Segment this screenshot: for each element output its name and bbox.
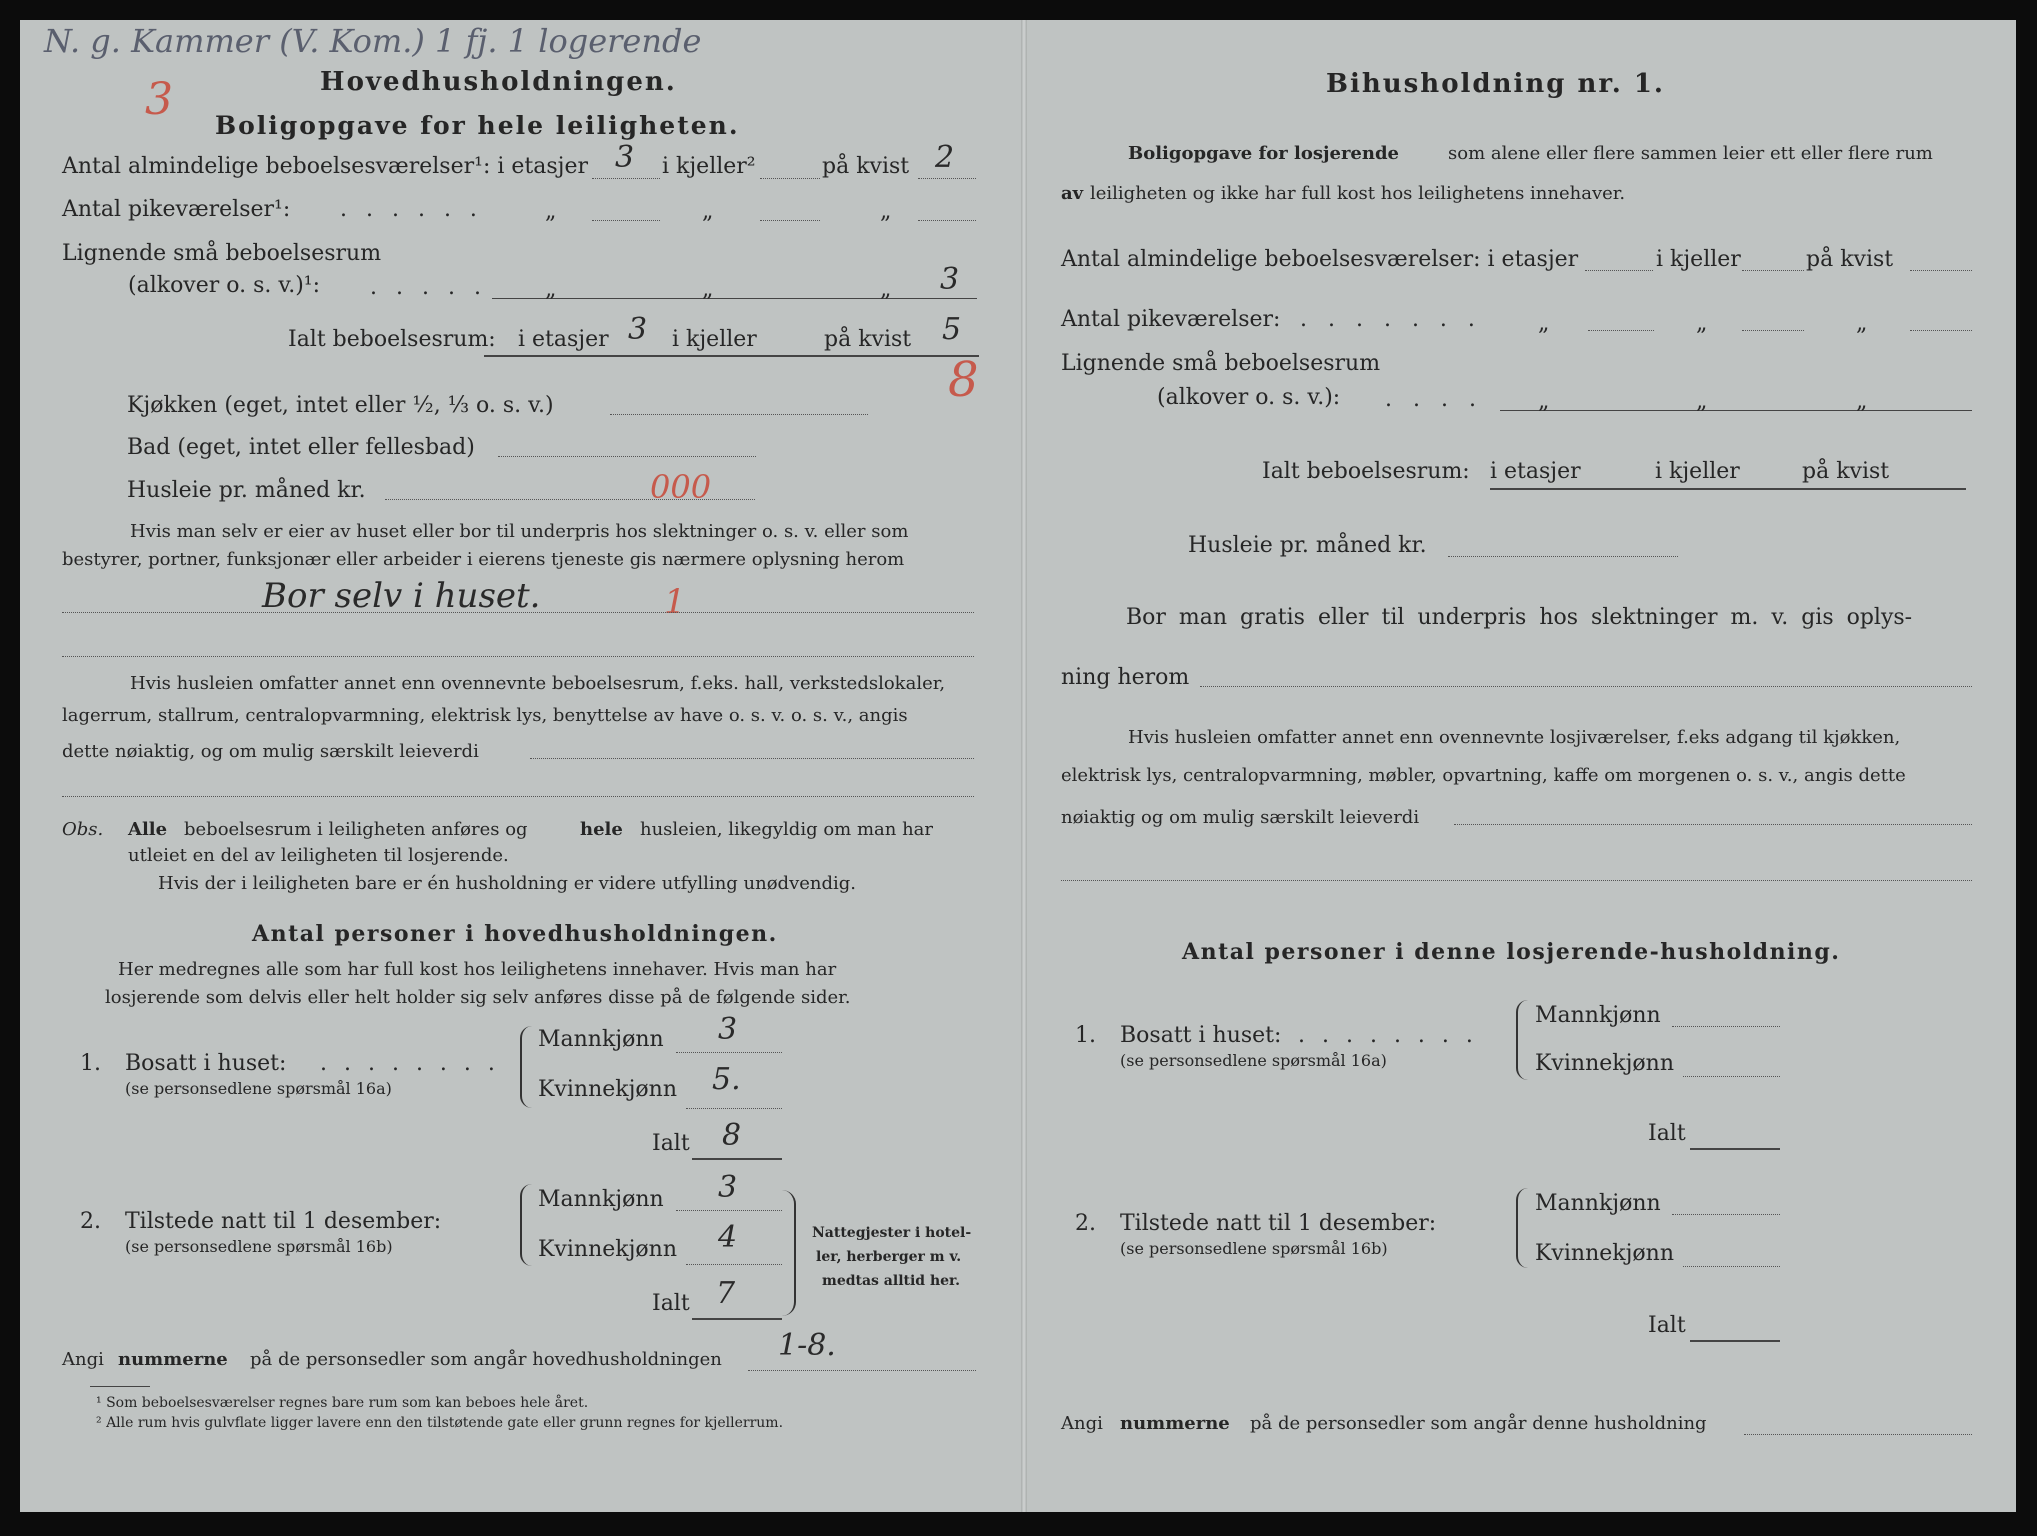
row1-kvist-field[interactable] — [918, 178, 976, 179]
q2-ialt-field[interactable] — [692, 1318, 782, 1320]
right-q2-brace — [1516, 1188, 1528, 1268]
right-q2-mann-label: Mannkjønn — [1535, 1191, 1661, 1216]
angi-label-c: på de personsedler som angår hovedhusholdningen — [250, 1349, 722, 1370]
right-row2-quote-1: „ — [1538, 311, 1550, 336]
q1-kvinne-value: 5. — [712, 1062, 741, 1097]
right-page-title: Bihusholdning nr. 1. — [1326, 69, 1665, 99]
ialt-red-total: 8 — [948, 352, 979, 408]
right-q1-brace — [1516, 1000, 1528, 1080]
right-row3-underline — [1500, 410, 1972, 411]
right-row2-etasjer-field[interactable] — [1588, 330, 1654, 331]
page-title: Hovedhusholdningen. — [320, 67, 677, 97]
q2-mann-label: Mannkjønn — [538, 1187, 664, 1212]
right-q1-mann-field[interactable] — [1672, 1026, 1780, 1027]
personer-title: Antal personer i hovedhusholdningen. — [252, 921, 778, 947]
right-q2-kvinne-label: Kvinnekjønn — [1535, 1241, 1674, 1266]
row1-etasjer-field[interactable] — [592, 178, 660, 179]
row1-etasjer-value: 3 — [615, 140, 635, 175]
q2-mann-field[interactable] — [676, 1210, 782, 1211]
right-q2-number: 2. — [1075, 1211, 1096, 1236]
right-row2-label: Antal pikeværelser: — [1061, 307, 1281, 332]
ialt-etasjer-label: i etasjer — [518, 327, 609, 352]
right-q2-ialt-field[interactable] — [1690, 1340, 1780, 1342]
nattegjester-line-3: medtas alltid her. — [822, 1273, 961, 1289]
q1-mann-value: 3 — [718, 1012, 738, 1047]
right-q2-mann-field[interactable] — [1672, 1214, 1780, 1215]
right-row3-quote-1: „ — [1538, 389, 1550, 414]
eier-field-1[interactable] — [62, 612, 974, 613]
q1-dots: . . . . . . . . — [320, 1051, 500, 1076]
kjokken-label: Kjøkken (eget, intet eller ½, ⅓ o. s. v.) — [127, 393, 554, 418]
footnote-2: ² Alle rum hvis gulvflate ligger lavere enn den tilstøtende gate eller grunn regnes for kjellerrum. — [96, 1415, 784, 1431]
q2-ialt-value: 7 — [716, 1276, 736, 1311]
right-row1-label: Antal almindelige beboelsesværelser: i etasjer — [1061, 247, 1579, 272]
right-intro-bold: Boligopgave for losjerende — [1128, 143, 1400, 164]
right-angi-label-a: Angi — [1061, 1413, 1103, 1434]
obs-alle: Alle — [128, 819, 168, 840]
row2-dots: . . . . . . — [340, 197, 483, 222]
right-ialt-underline — [1490, 488, 1966, 490]
q2-brace-left — [520, 1184, 532, 1266]
right-row1-kvist-field[interactable] — [1910, 270, 1972, 271]
row2-quote-1: „ — [545, 199, 557, 224]
right-intro-2: leiligheten og ikke har full kost hos leilighetens innehaver. — [1090, 183, 1626, 204]
row1-kjeller-label: i kjeller² — [662, 154, 756, 179]
page-subtitle: Boligopgave for hele leiligheten. — [215, 111, 740, 140]
right-row2-kvist-field[interactable] — [1910, 330, 1972, 331]
omfatter-text-1: Hvis husleien omfatter annet enn ovennevnte beboelsesrum, f.eks. hall, verkstedslokaler, — [130, 673, 946, 694]
right-omfatter-field-1[interactable] — [1454, 824, 1972, 825]
q2-ref: (se personsedlene spørsmål 16b) — [125, 1237, 393, 1256]
right-gratis-text-2: ning herom — [1061, 665, 1190, 690]
right-q2-label: Tilstede natt til 1 desember: — [1120, 1211, 1437, 1236]
row1-kvist-label: på kvist — [822, 154, 910, 179]
q2-number: 2. — [80, 1209, 101, 1234]
q1-mann-label: Mannkjønn — [538, 1027, 664, 1052]
right-intro-1: som alene eller flere sammen leier ett eller flere rum — [1448, 143, 1933, 164]
right-q1-label: Bosatt i huset: — [1120, 1023, 1282, 1048]
omfatter-text-3: dette nøiaktig, og om mulig særskilt leieverdi — [62, 741, 479, 762]
obs-hele: hele — [580, 819, 623, 840]
nattegjester-line-2: ler, herberger m v. — [816, 1249, 962, 1265]
ialt-kvist-value: 5 — [942, 312, 962, 347]
angi-label-a: Angi — [62, 1349, 104, 1370]
right-row2-quote-2: „ — [1696, 311, 1708, 336]
right-gratis-field[interactable] — [1200, 686, 1972, 687]
obs-text-1d: husleien, likegyldig om man har — [640, 819, 933, 840]
personer-text-2: losjerende som delvis eller helt holder sig selv anføres disse på de følgende sider. — [105, 987, 851, 1008]
row3-kvist-value: 3 — [940, 262, 960, 297]
right-ialt-label: Ialt beboelsesrum: — [1262, 459, 1470, 484]
right-row3-quote-2: „ — [1696, 389, 1708, 414]
q2-ialt-label: Ialt — [652, 1291, 690, 1316]
angi-field[interactable] — [748, 1370, 976, 1371]
angi-value: 1-8. — [778, 1328, 836, 1363]
right-q1-ref: (se personsedlene spørsmål 16a) — [1120, 1051, 1387, 1070]
omfatter-field-1[interactable] — [530, 758, 974, 759]
row3-quote-3: „ — [880, 277, 892, 302]
right-omfatter-text-2: elektrisk lys, centralopvarmning, møbler, opvartning, kaffe om morgenen o. s. v., angis dette — [1061, 765, 1906, 786]
right-angi-field[interactable] — [1744, 1434, 1972, 1435]
row2-quote-2: „ — [702, 199, 714, 224]
right-gratis-text-1: Bor man gratis eller til underpris hos slektninger m. v. gis oplys- — [1126, 605, 1913, 630]
eier-red-mark: 1 — [664, 582, 686, 622]
right-angi-label-nummerne: nummerne — [1120, 1413, 1230, 1434]
right-intro-av: av — [1061, 183, 1084, 204]
right-q1-ialt-label: Ialt — [1648, 1121, 1686, 1146]
q1-ialt-field[interactable] — [692, 1158, 782, 1160]
row2-kjeller-field[interactable] — [760, 220, 820, 221]
row2-quote-3: „ — [880, 199, 892, 224]
right-q1-ialt-field[interactable] — [1690, 1148, 1780, 1150]
row1-kjeller-field[interactable] — [760, 178, 820, 179]
right-husleie-label: Husleie pr. måned kr. — [1188, 533, 1427, 558]
right-omfatter-text-3: nøiaktig og om mulig særskilt leieverdi — [1061, 807, 1420, 828]
right-q1-kvinne-field[interactable] — [1683, 1076, 1780, 1077]
obs-text-2: utleiet en del av leiligheten til losjerende. — [128, 845, 509, 866]
omfatter-field-2[interactable] — [62, 796, 974, 797]
eier-handwritten: Bor selv i huset. — [262, 576, 541, 616]
ialt-row-label: Ialt beboelsesrum: — [288, 327, 496, 352]
q1-kvinne-label: Kvinnekjønn — [538, 1077, 677, 1102]
nattegjester-line-1: Nattegjester i hotel- — [812, 1225, 972, 1241]
right-row1-kjeller-label: i kjeller — [1656, 247, 1741, 272]
right-row3-label-1: Lignende små beboelsesrum — [1061, 351, 1381, 376]
right-q2-kvinne-field[interactable] — [1683, 1266, 1780, 1267]
row3-label-1: Lignende små beboelsesrum — [62, 241, 382, 266]
right-omfatter-field-2[interactable] — [1061, 880, 1972, 881]
row3-quote-2: „ — [702, 277, 714, 302]
row3-label-2: (alkover o. s. v.)¹: — [128, 273, 321, 298]
right-row3-quote-3: „ — [1856, 389, 1868, 414]
eier-text-2: bestyrer, portner, funksjonær eller arbeider i eierens tjeneste gis nærmere oplysning herom — [62, 549, 905, 570]
angi-label-nummerne: nummerne — [118, 1349, 228, 1370]
right-husleie-field[interactable] — [1448, 556, 1678, 557]
q2-mann-value: 3 — [718, 1170, 738, 1205]
omfatter-text-2: lagerrum, stallrum, centralopvarmning, elektrisk lys, benyttelse av have o. s. v. o. s. v., angis — [62, 705, 908, 726]
right-personer-title: Antal personer i denne losjerende-husholdning. — [1182, 939, 1841, 965]
row2-label: Antal pikeværelser¹: — [62, 197, 291, 222]
row3-underline — [492, 298, 977, 299]
right-q2-ialt-label: Ialt — [1648, 1313, 1686, 1338]
handwritten-header: N. g. Kammer (V. Kom.) 1 fj. 1 logerende — [44, 22, 702, 60]
q2-kvinne-label: Kvinnekjønn — [538, 1237, 677, 1262]
row3-quote-1: „ — [545, 277, 557, 302]
eier-field-2[interactable] — [62, 656, 974, 657]
ialt-etasjer-value: 3 — [628, 312, 648, 347]
q1-brace — [520, 1026, 532, 1108]
q1-number: 1. — [80, 1051, 101, 1076]
right-row1-kjeller-field[interactable] — [1742, 270, 1804, 271]
ialt-kvist-label: på kvist — [824, 327, 912, 352]
right-row2-dots: . . . . . . . — [1300, 307, 1482, 332]
right-row2-quote-3: „ — [1856, 311, 1868, 336]
husleie-label: Husleie pr. måned kr. — [127, 478, 366, 503]
q2-kvinne-value: 4 — [718, 1220, 738, 1255]
husleie-value: 000 — [650, 468, 712, 506]
q2-kvinne-field[interactable] — [686, 1264, 782, 1265]
obs-text-1b: beboelsesrum i leiligheten anføres og — [184, 819, 528, 840]
ialt-underline — [484, 355, 979, 357]
obs-text-3: Hvis der i leiligheten bare er én husholdning er videre utfylling unødvendig. — [158, 873, 857, 894]
obs-label: Obs. — [62, 819, 104, 840]
right-row3-dots: . . . . — [1385, 387, 1483, 412]
q1-label: Bosatt i huset: — [125, 1051, 287, 1076]
row1-kvist-value: 2 — [935, 140, 955, 175]
right-omfatter-text-1: Hvis husleien omfatter annet enn ovennevnte losjiværelser, f.eks adgang til kjøkken, — [1128, 727, 1901, 748]
q1-ialt-label: Ialt — [652, 1131, 690, 1156]
right-q1-mann-label: Mannkjønn — [1535, 1003, 1661, 1028]
footnote-rule — [90, 1386, 150, 1387]
ialt-kjeller-label: i kjeller — [672, 327, 757, 352]
right-ialt-kjeller-label: i kjeller — [1655, 459, 1740, 484]
kjokken-field[interactable] — [610, 414, 868, 415]
right-ialt-kvist-label: på kvist — [1802, 459, 1890, 484]
q1-ref: (se personsedlene spørsmål 16a) — [125, 1079, 392, 1098]
footnote-1: ¹ Som beboelsesværelser regnes bare rum som kan beboes hele året. — [96, 1395, 589, 1411]
row1-label: Antal almindelige beboelsesværelser¹: i etasjer — [62, 154, 589, 179]
row3-dots: . . . . . — [370, 275, 487, 300]
q2-label: Tilstede natt til 1 desember: — [125, 1209, 442, 1234]
personer-text-1: Her medregnes alle som har full kost hos leilighetens innehaver. Hvis man har — [118, 959, 837, 980]
bad-label: Bad (eget, intet eller fellesbad) — [127, 435, 475, 460]
right-q2-ref: (se personsedlene spørsmål 16b) — [1120, 1239, 1388, 1258]
page-fold — [1021, 20, 1027, 1512]
right-row1-etasjer-field[interactable] — [1585, 270, 1653, 271]
right-row1-kvist-label: på kvist — [1806, 247, 1894, 272]
q1-ialt-value: 8 — [722, 1118, 742, 1153]
right-q1-number: 1. — [1075, 1023, 1096, 1048]
right-angi-label-c: på de personsedler som angår denne husholdning — [1250, 1413, 1707, 1434]
q2-brace-right — [782, 1190, 796, 1316]
right-ialt-etasjer-label: i etasjer — [1490, 459, 1581, 484]
right-q1-kvinne-label: Kvinnekjønn — [1535, 1051, 1674, 1076]
eier-text-1: Hvis man selv er eier av huset eller bor til underpris hos slektninger o. s. v. eller som — [130, 521, 909, 542]
row2-etasjer-field[interactable] — [592, 220, 660, 221]
right-row3-label-2: (alkover o. s. v.): — [1157, 385, 1341, 410]
right-q1-dots: . . . . . . . . — [1298, 1023, 1478, 1048]
q1-mann-field[interactable] — [676, 1052, 782, 1053]
right-row2-kjeller-field[interactable] — [1742, 330, 1804, 331]
handwritten-number: 3 — [145, 74, 173, 125]
bad-field[interactable] — [498, 456, 756, 457]
row2-kvist-field[interactable] — [918, 220, 976, 221]
q1-kvinne-field[interactable] — [686, 1108, 782, 1109]
